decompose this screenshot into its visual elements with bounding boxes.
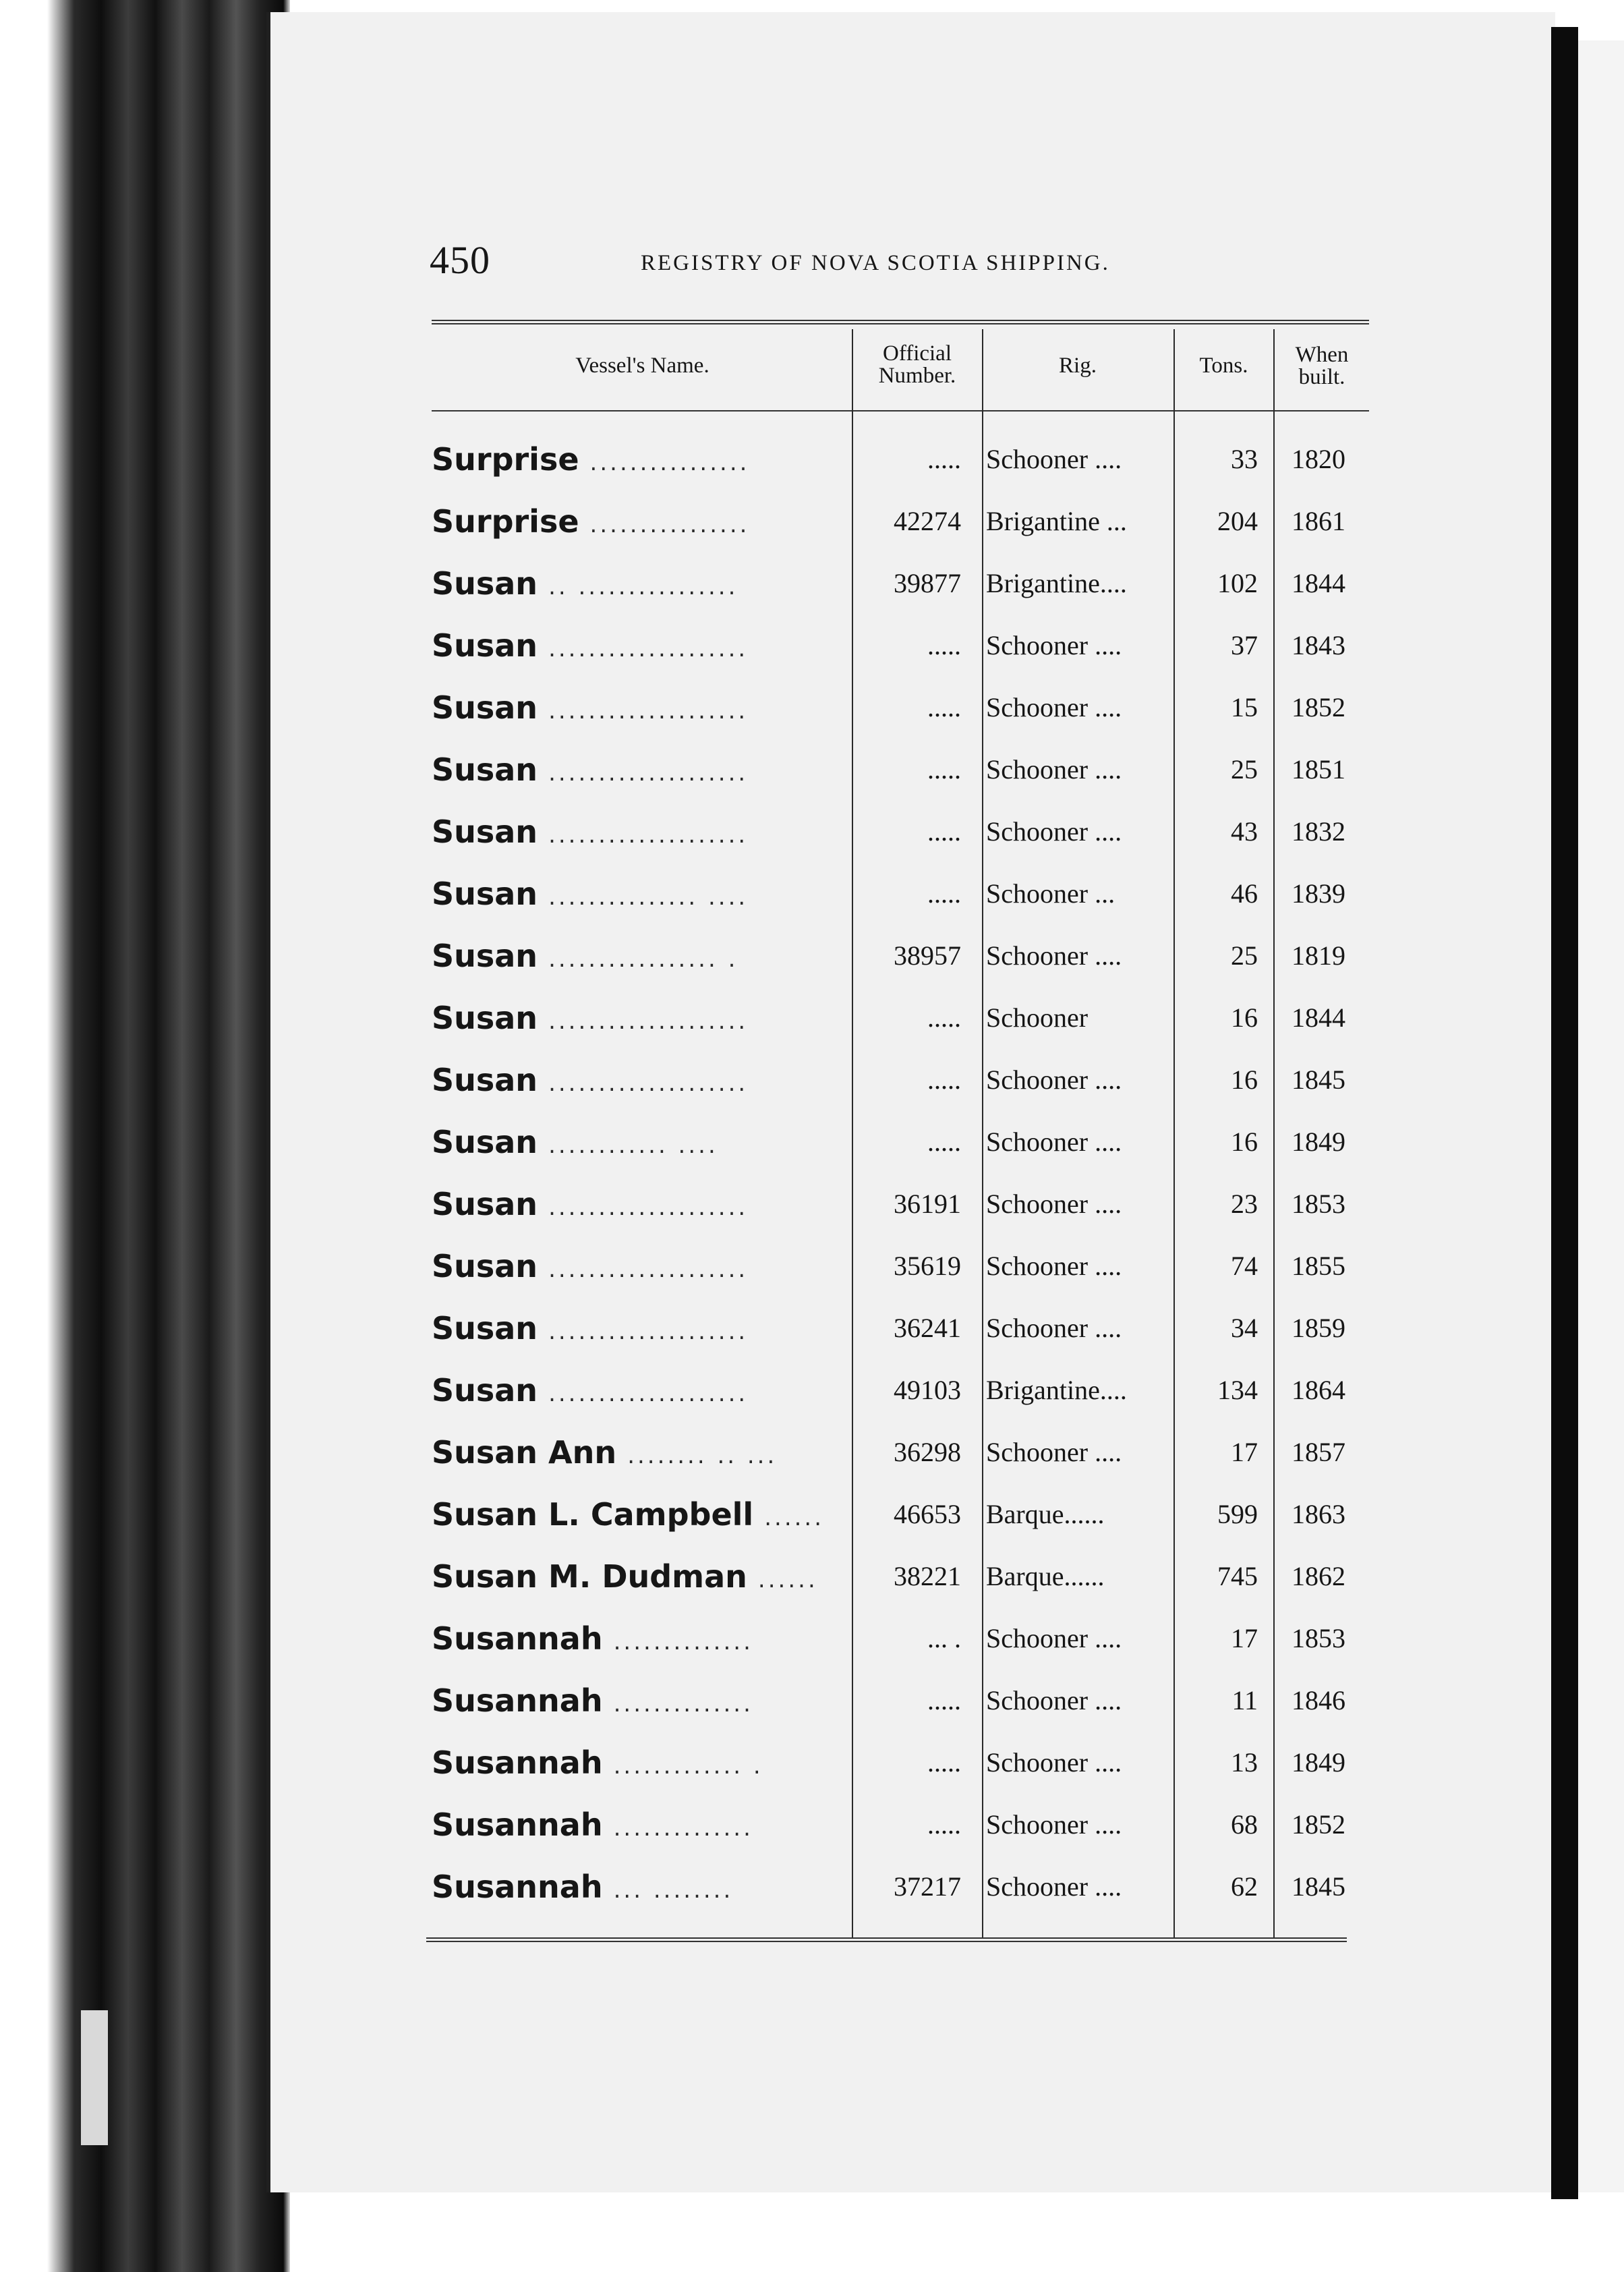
vessel-name [432,1235,850,1297]
official-number: 38957 [894,940,961,971]
vessel-name [432,552,850,615]
rig: Schooner ... [986,878,1115,909]
official-number: ..... [927,878,961,909]
table-row [0,552,1624,615]
when-built: 1852 [1292,1809,1345,1840]
vessel-name [432,1794,850,1856]
tons: 15 [1231,692,1258,722]
rig: Barque...... [986,1499,1105,1529]
rig: Brigantine.... [986,568,1127,598]
vessel-name-text: Surprise [432,503,579,540]
when-built: 1849 [1292,1127,1345,1157]
vessel-name [432,1483,850,1545]
when-built: 1861 [1292,506,1345,536]
vessel-name [432,1173,850,1235]
official-number: 42274 [894,506,961,536]
tons: 16 [1231,1127,1258,1157]
vessel-name-text: Surprise [432,441,579,478]
when-built-line-1: When [1295,343,1349,367]
tons: 74 [1231,1251,1258,1281]
column-header-tons: Tons. [1199,353,1248,378]
official-number: 36241 [894,1313,961,1343]
vessel-name-text: Susan [432,938,538,974]
when-built: 1844 [1292,1002,1345,1033]
page-title: REGISTRY OF NOVA SCOTIA SHIPPING. [641,251,1110,275]
header-top-rule [432,320,1369,324]
official-number: 37217 [894,1871,961,1902]
leader-dots: ... ........ [613,1877,734,1904]
when-built: 1859 [1292,1313,1345,1343]
vessel-name-text: Susan [432,751,538,788]
rig: Schooner .... [986,816,1122,847]
vessel-name [432,1856,850,1918]
vessel-name [432,428,850,490]
rig: Schooner .... [986,1251,1122,1281]
leader-dots: .............. [613,1691,753,1717]
vessel-name [432,863,850,925]
vessel-name-text: Susannah [432,1869,603,1905]
when-built: 1853 [1292,1189,1345,1219]
tons: 37 [1231,630,1258,660]
vessel-name [432,987,850,1049]
leader-dots: ................ [589,511,750,538]
vessel-name-text: Susan [432,1310,538,1346]
table-row [0,1359,1624,1421]
table-row [0,1111,1624,1173]
vessel-name-text: Susan [432,627,538,664]
vessel-name [432,1359,850,1421]
tons: 599 [1217,1499,1258,1529]
table-row [0,490,1624,552]
when-built: 1844 [1292,568,1345,598]
rig: Brigantine ... [986,506,1127,536]
leader-dots: .................... [548,822,749,849]
official-number: ..... [927,444,961,474]
rig: Schooner .... [986,630,1122,660]
vessel-name [432,1111,850,1173]
leader-dots: .................... [548,1380,749,1407]
vessel-name-text: Susannah [432,1807,603,1843]
column-header-official-number [853,343,981,387]
leader-dots: ............. . [613,1753,763,1780]
leader-dots: .................... [548,760,749,787]
table-row [0,739,1624,801]
rig: Schooner .... [986,1685,1122,1715]
vessel-name-text: Susan [432,689,538,726]
tons: 25 [1231,940,1258,971]
official-number: 36191 [894,1189,961,1219]
vessel-name [432,1049,850,1111]
tons: 43 [1231,816,1258,847]
rig: Schooner .... [986,692,1122,722]
vessel-name-text: Susan [432,876,538,912]
tons: 13 [1231,1747,1258,1778]
official-number: 38221 [894,1561,961,1591]
when-built: 1832 [1292,816,1345,847]
vessel-name [432,739,850,801]
rig: Schooner .... [986,940,1122,971]
table-row [0,1235,1624,1297]
when-built: 1843 [1292,630,1345,660]
rig: Schooner .... [986,1313,1122,1343]
table-row [0,1670,1624,1732]
table-row [0,1608,1624,1670]
table-row [0,1421,1624,1483]
official-number: ..... [927,692,961,722]
table-row [0,1173,1624,1235]
official-line-1: Official [882,341,952,366]
vessel-name-text: Susan [432,1000,538,1036]
leader-dots: ...... [757,1566,818,1593]
vessel-name [432,925,850,987]
rig: Schooner .... [986,1437,1122,1467]
official-number: ..... [927,816,961,847]
rig: Schooner .... [986,1623,1122,1653]
vessel-name-text: Susan Ann [432,1434,617,1471]
rig: Schooner .... [986,444,1122,474]
leader-dots: ............ .... [548,1132,718,1159]
tons: 68 [1231,1809,1258,1840]
when-built: 1839 [1292,878,1345,909]
table-row [0,925,1624,987]
vessel-name-text: Susan L. Campbell [432,1496,754,1533]
table-row [0,615,1624,677]
leader-dots: .................... [548,1256,749,1283]
rig: Schooner .... [986,754,1122,785]
leader-dots: .............. [613,1815,753,1842]
rig: Schooner .... [986,1871,1122,1902]
table-row [0,1545,1624,1608]
when-built: 1852 [1292,692,1345,722]
tons: 23 [1231,1189,1258,1219]
table-row [0,863,1624,925]
leader-dots: ................. . [548,946,738,973]
rig: Schooner .... [986,1747,1122,1778]
when-built: 1849 [1292,1747,1345,1778]
when-built: 1862 [1292,1561,1345,1591]
table-row [0,1732,1624,1794]
rig: Schooner .... [986,1189,1122,1219]
tons: 62 [1231,1871,1258,1902]
rig: Schooner .... [986,1127,1122,1157]
vessel-name-text: Susan M. Dudman [432,1558,747,1595]
when-built-line-2: built. [1298,365,1345,389]
vessel-name-text: Susannah [432,1744,603,1781]
vessel-name [432,677,850,739]
tons: 204 [1217,506,1258,536]
official-number: ..... [927,1685,961,1715]
column-header-vessel-name: Vessel's Name. [575,353,709,378]
when-built: 1855 [1292,1251,1345,1281]
book-edge-strip [81,2010,108,2145]
tons: 17 [1231,1623,1258,1653]
column-header-rig: Rig. [1059,353,1097,378]
tons: 33 [1231,444,1258,474]
when-built: 1820 [1292,444,1345,474]
leader-dots: ...... [764,1504,825,1531]
table-row [0,1483,1624,1545]
when-built: 1864 [1292,1375,1345,1405]
official-number: ..... [927,1002,961,1033]
rig: Brigantine.... [986,1375,1127,1405]
table-row [0,1049,1624,1111]
table-row [0,428,1624,490]
when-built: 1819 [1292,940,1345,971]
tons: 46 [1231,878,1258,909]
official-number: ..... [927,630,961,660]
leader-dots: ........ .. ... [627,1442,778,1469]
vessel-name [432,801,850,863]
official-number: ..... [927,1064,961,1095]
header-bottom-rule [432,410,1369,411]
table-row [0,987,1624,1049]
vessel-name [432,1670,850,1732]
leader-dots: .................... [548,1008,749,1035]
official-number: ..... [927,1747,961,1778]
official-number: ..... [927,754,961,785]
vessel-name-text: Susan [432,814,538,850]
vessel-name-text: Susan [432,565,538,602]
official-number: 35619 [894,1251,961,1281]
official-line-2: Number. [878,364,956,388]
when-built: 1846 [1292,1685,1345,1715]
table-row [0,801,1624,863]
leader-dots: .................... [548,635,749,662]
vessel-name-text: Susannah [432,1620,603,1657]
table-row [0,1297,1624,1359]
leader-dots: .................... [548,1070,749,1097]
when-built: 1863 [1292,1499,1345,1529]
leader-dots: .............. [613,1628,753,1655]
official-number: 46653 [894,1499,961,1529]
official-number: 39877 [894,568,961,598]
page-number: 450 [430,238,490,282]
tons: 102 [1217,568,1258,598]
leader-dots: ................ [589,449,750,476]
vessel-name [432,1608,850,1670]
leader-dots: .. ................ [548,573,738,600]
tons: 16 [1231,1064,1258,1095]
when-built: 1845 [1292,1064,1345,1095]
vessel-name-text: Susan [432,1248,538,1284]
vessel-name-text: Susan [432,1372,538,1409]
vessel-name-text: Susan [432,1186,538,1222]
rig: Schooner .... [986,1809,1122,1840]
tons: 17 [1231,1437,1258,1467]
column-header-when-built [1275,344,1369,389]
tons: 11 [1231,1685,1258,1715]
tons: 134 [1217,1375,1258,1405]
vessel-name [432,490,850,552]
table-row [0,1794,1624,1856]
vessel-name-text: Susan [432,1062,538,1098]
table-bottom-rule [426,1937,1347,1942]
leader-dots: ............... .... [548,884,749,911]
official-number: ..... [927,1127,961,1157]
official-number: 36298 [894,1437,961,1467]
official-number: 49103 [894,1375,961,1405]
when-built: 1857 [1292,1437,1345,1467]
when-built: 1853 [1292,1623,1345,1653]
tons: 745 [1217,1561,1258,1591]
official-number: ... . [927,1623,961,1653]
when-built: 1851 [1292,754,1345,785]
vessel-name-text: Susan [432,1124,538,1160]
when-built: 1845 [1292,1871,1345,1902]
table-row [0,1856,1624,1918]
leader-dots: .................... [548,1318,749,1345]
vessel-name [432,1545,850,1608]
tons: 16 [1231,1002,1258,1033]
tons: 25 [1231,754,1258,785]
table-row [0,677,1624,739]
vessel-name [432,615,850,677]
vessel-name [432,1732,850,1794]
tons: 34 [1231,1313,1258,1343]
vessel-name-text: Susannah [432,1682,603,1719]
leader-dots: .................... [548,1194,749,1221]
vessel-name [432,1421,850,1483]
official-number: ..... [927,1809,961,1840]
rig: Schooner .... [986,1064,1122,1095]
rig: Barque...... [986,1561,1105,1591]
vessel-name [432,1297,850,1359]
rig: Schooner [986,1002,1089,1033]
leader-dots: .................... [548,698,749,725]
